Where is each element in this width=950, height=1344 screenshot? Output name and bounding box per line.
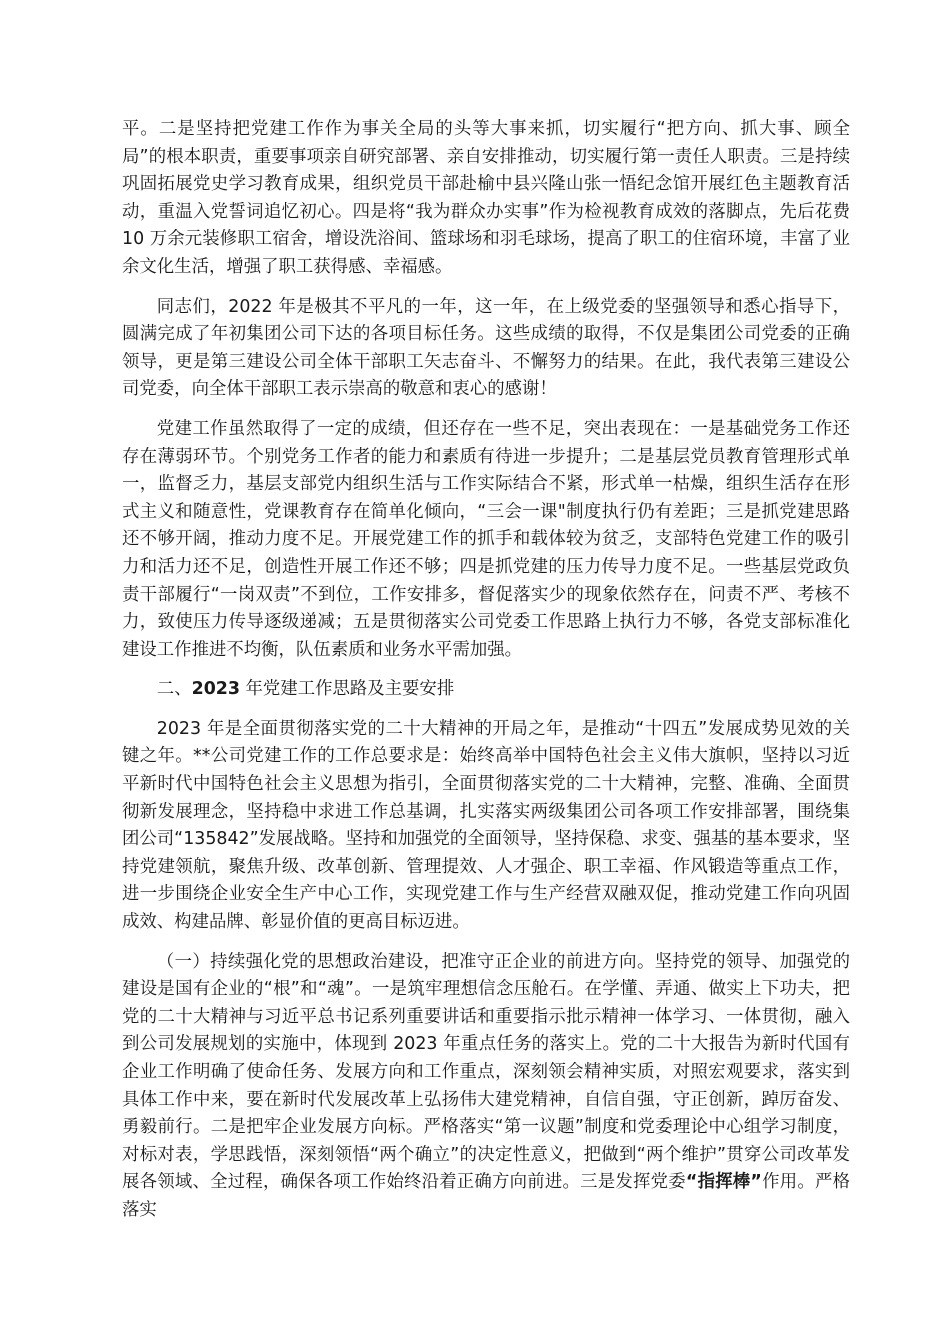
paragraph-text-after: 作用。严格落实 [122,1172,850,1220]
paragraph-achievements-continued: 平。二是坚持把党建工作作为事关全局的头等大事来抓，切实履行“把方向、抓大事、顾全局”的根本职责，重要事项亲自研究部署、亲自安排推动，切实履行第一责任人职责。三是持续巩固拓展党史学习教育成果，组织党员干部赴榆中县兴隆山张一悟纪念馆开展红色主题教育活动，重温入党誓词追忆初心。四是将“我为群众办实事”作为检视教育成效的落脚点，先后花费 10 万余元装修职工宿舍，增设洗浴间、篮球场和羽毛球场，提高了职工的住宿环境，丰富了业余文化生活，增强了职工获得感、幸福感。 [122,119,850,277]
heading-prefix: 二、 [156,679,192,700]
section-heading-2023-plan [122,676,850,704]
paragraph-2023-overall-requirements: 2023 年是全面贯彻落实党的二十大精神的开局之年，是推动“十四五”发展成势见效的关键之年。**公司党建工作的工作总要求是：始终高举中国特色社会主义伟大旗帜，坚持以习近平新时代中国特色社会主义思想为指引，全面贯彻落实党的二十大精神，完整、准确、全面贯彻新发展理念，坚持稳中求进工作总基调，扎实落实两级集团公司各项工作安排部署，围绕集团公司“135842”发展战略。坚持和加强党的全面领导，坚持保稳、求变、强基的基本要求，坚持党建领航，聚焦升级、改革创新、管理提效、人才强企、职工幸福、作风锻造等重点工作，进一步围绕企业安全生产中心工作，实现党建工作与生产经营双融双促，推动党建工作向巩固成效、构建品牌、彰显价值的更高目标迈进。 [122,718,850,933]
paragraph-text-before: （一）持续强化党的思想政治建设，把准守正企业的前进方向。坚持党的领导、加强党的建设是国有企业的“根”和“魂”。一是筑牢理想信念压舱石。在学懂、弄通、做实上下功夫，把党的二十大精神与习近平总书记系列重要讲话和重要指示批示精神一体学习、一体贯彻，融入到公司发展规划的实施中，体现到 2023 年重点任务的落实上。党的二十大报告为新时代国有企业工作明确了使命任务、发展方向和工作重点，深刻领会精神实质，对照宏观要求，落实到具体工作中来，要在新时代发展改革上弘扬伟大建党精神，自信自强，守正创新，踔厉奋发、勇毅前行。二是把牢企业发展方向标。严格落实“第一议题”制度和党委理论中心组学习制度，对标对表，学思践悟，深刻领悟“两个确立”的决定性意义，把做到“两个维护”贯穿公司改革发展各领域、全过程，确保各项工作始终沿着正确方向前进。三是发挥党委 [122,951,850,1193]
paragraph-text-bold: “指挥棒” [685,1172,762,1193]
heading-title: 年党建工作思路及主要安排 [240,679,455,700]
paragraph-thanks: 同志们，2022 年是极其不平凡的一年，这一年，在上级党委的坚强领导和悉心指导下，圆满完成了年初集团公司下达的各项目标任务。这些成绩的取得，不仅是集团公司党委的正确领导，更是第三建设公司全体干部职工矢志奋斗、不懈努力的结果。在此，我代表第三建设公司党委，向全体干部职工表示崇高的敬意和衷心的感谢！ [122,296,850,400]
document-body [122,116,850,1237]
heading-year: 2023 [191,679,240,700]
paragraph-shortcomings: 党建工作虽然取得了一定的成绩，但还存在一些不足，突出表现在：一是基础党务工作还存在薄弱环节。个别党务工作者的能力和素质有待进一步提升；二是基层党员教育管理形式单一，监督乏力，基层支部党内组织生活与工作实际结合不紧，形式单一枯燥，组织生活存在形式主义和随意性，党课教育存在简单化倾向，“三会一课"制度执行仍有差距；三是抓党建思路还不够开阔，推动力度不足。开展党建工作的抓手和载体较为贫乏，支部特色党建工作的吸引力和活力还不足，创造性开展工作还不够；四是抓党建的压力传导力度不足。一些基层党政负责干部履行“一岗双责”不到位，工作安排多，督促落实少的现象依然存在，问责不严、考核不力，致使压力传导逐级递减；五是贯彻落实公司党委工作思路上执行力不够，各党支部标准化建设工作推进不均衡，队伍素质和业务水平需加强。 [122,418,850,660]
paragraph-ideological-building [122,949,850,1225]
